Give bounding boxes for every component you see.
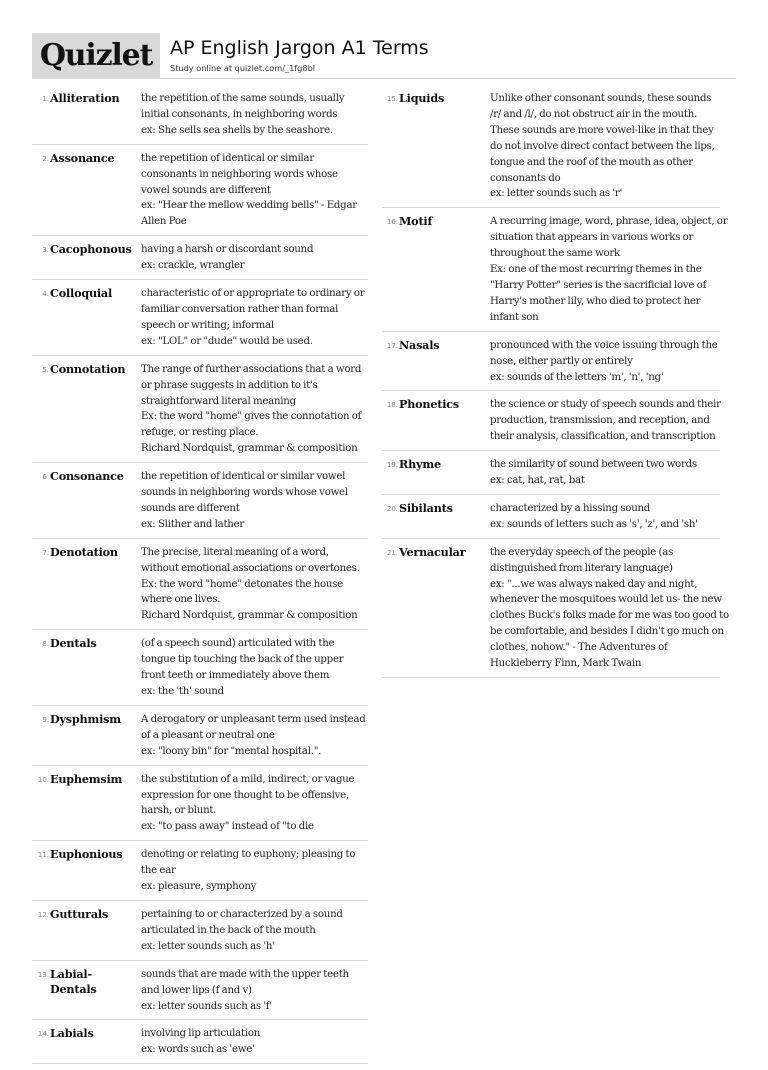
term-number: 17. — [386, 341, 398, 350]
definition-line: Unlike other consonant sounds, these sounds — [490, 93, 712, 104]
term-word: Euphemsim — [50, 771, 123, 786]
definition-line: tongue and the roof of the mouth as other — [490, 156, 693, 168]
header — [32, 33, 736, 79]
term-number: 3. — [42, 246, 49, 255]
term-number: 4. — [42, 290, 49, 299]
term-number: 15. — [386, 95, 398, 103]
definition-line: ex: letter sounds such as 'f' — [141, 1000, 272, 1012]
definition-line: sounds in neighboring words whose vowel — [141, 487, 348, 499]
term-definition — [490, 501, 720, 533]
term-definition — [141, 469, 368, 533]
term-number: 2. — [42, 154, 49, 163]
term-row — [32, 286, 368, 356]
definition-line: ex: sounds of letters such as 's', 'z', and 'sh' — [490, 518, 698, 530]
definition-line: ex: "Hear the mellow wedding bells" - Edgar — [141, 200, 357, 212]
term-definition — [490, 397, 721, 445]
term-word: Nasals — [399, 337, 440, 352]
definition-line: production, transmission, and reception, and — [490, 415, 710, 427]
term-number: 14. — [37, 1030, 49, 1039]
definition-line: initial consonants, in neighboring words — [141, 108, 338, 120]
term-row — [32, 847, 368, 901]
definition-line: ex: "to pass away" instead of "to die — [141, 821, 314, 833]
definition-line: infant son — [490, 311, 539, 323]
definition-line: whenever the mosquitoes would let us- the new — [490, 594, 722, 606]
term-word: Gutturals — [50, 906, 109, 921]
definition-line: having a harsh or discordant sound — [141, 244, 314, 256]
definition-line: characterized by a hissing sound — [490, 502, 651, 514]
term-row — [382, 501, 720, 539]
definition-line: where one lives. — [141, 594, 221, 606]
term-row — [32, 712, 368, 766]
term-row — [32, 772, 368, 842]
term-word: Dysphmism — [50, 711, 121, 726]
term-definition — [141, 1026, 368, 1058]
definition-line: ex: "...we was always naked day and night, — [490, 578, 698, 590]
definition-line: harsh, or blunt. — [141, 805, 217, 817]
definition-line: /r/ and /l/, do not obstruct air in the mouth. — [490, 108, 698, 120]
term-number: 13. — [37, 970, 49, 979]
term-definition — [490, 214, 727, 325]
definition-line: the substitution of a mild, indirect, or vague — [141, 773, 355, 785]
term-number: 20. — [386, 504, 398, 513]
term-definition — [141, 967, 368, 1015]
term-definition — [141, 636, 368, 700]
term-word: Labials — [50, 1026, 94, 1041]
definition-line: ex: "LOL" or "dude" would be used. — [141, 335, 313, 347]
term-row — [382, 338, 720, 392]
definition-line: A derogatory or unpleasant term used instead — [141, 713, 366, 725]
term-definition — [141, 151, 368, 231]
definition-line: ex: letter sounds such as 'h' — [141, 940, 275, 952]
term-row — [382, 91, 720, 208]
term-definition — [490, 457, 720, 489]
term-word: Phonetics — [399, 397, 459, 412]
term-definition — [141, 242, 368, 274]
definition-line: denoting or relating to euphony; pleasing to — [141, 849, 356, 861]
term-word: Denotation — [50, 544, 118, 559]
definition-line: The precise, literal meaning of a word, — [141, 546, 329, 558]
definition-line: throughout the same work — [490, 248, 620, 260]
definition-line: the science or study of speech sounds and their — [490, 399, 721, 411]
term-word: Cacophonous — [50, 242, 132, 257]
definition-line: pronounced with the voice issuing through the — [490, 339, 718, 351]
term-number: 16. — [386, 218, 398, 227]
term-word: Euphonious — [50, 847, 123, 862]
definition-line: tongue tip touching the back of the upper — [141, 654, 344, 666]
term-row — [32, 1026, 368, 1064]
term-word: Sibilants — [399, 500, 453, 515]
definition-line: refuge, or resting place. — [141, 427, 259, 439]
definition-line: the ear — [141, 865, 176, 877]
term-definition — [141, 847, 368, 895]
definition-line: ex: crackle, wrangler — [141, 260, 245, 272]
definition-line: or phrase suggests in addition to it's — [141, 379, 318, 391]
term-definition — [141, 91, 368, 139]
definition-line: characteristic of or appropriate to ordinary or — [141, 288, 365, 300]
definition-line: straightforward literal meaning — [141, 395, 296, 407]
definition-line: ex: Slither and lather — [141, 518, 245, 530]
definition-line: Huckleberry Finn, Mark Twain — [490, 658, 642, 670]
definition-line: sounds that are made with the upper teeth — [141, 968, 349, 980]
term-word: Vernacular — [399, 544, 466, 559]
term-row — [32, 967, 368, 1021]
definition-line: ex: letter sounds such as 'r' — [490, 188, 623, 200]
definition-line: articulated in the back of the mouth — [141, 924, 316, 936]
definition-line: The range of further associations that a word — [141, 363, 362, 375]
term-number: 7. — [42, 548, 49, 557]
definition-line: the similarity of sound between two words — [490, 459, 697, 471]
definition-line: clothes, nohow." - The Adventures of — [490, 642, 668, 654]
term-word: Labial- Dentals — [50, 966, 97, 997]
term-word: Alliteration — [50, 91, 120, 105]
term-row — [382, 457, 720, 495]
definition-line: Harry's mother lily, who died to protect her — [490, 295, 701, 307]
term-row — [32, 242, 368, 280]
header-divider — [160, 78, 736, 79]
definition-line: sounds are different — [141, 502, 240, 514]
term-word: Liquids — [399, 91, 445, 105]
definition-line: distinguished from literary language) — [490, 562, 673, 574]
definition-line: situation that appears in various works or — [490, 232, 694, 244]
term-definition — [141, 712, 368, 760]
definition-line: familiar conversation rather than formal — [141, 303, 339, 315]
quizlet-logo[interactable] — [32, 33, 160, 79]
term-row — [382, 544, 729, 678]
definition-line: speech or writing; informal — [141, 319, 274, 331]
study-online-link[interactable]: Study online at quizlet.com/_1fg8bl — [170, 63, 316, 73]
definition-line: the repetition of identical or similar — [141, 152, 314, 164]
definition-line: ex: cat, hat, rat, bat — [490, 475, 585, 487]
term-definition — [141, 907, 368, 955]
definition-line: Ex: one of the most recurring themes in the — [490, 264, 702, 276]
definition-line: Ex: the word "home" gives the connotation of — [141, 411, 362, 423]
definition-line: "Harry Potter" series is the sacrificial love of — [490, 279, 707, 291]
term-definition — [141, 772, 368, 836]
term-word: Colloquial — [50, 286, 113, 301]
definition-line: ex: pleasure, symphony — [141, 881, 257, 893]
term-number: 6. — [42, 473, 49, 482]
definition-line: consonants in neighboring words whose — [141, 168, 338, 180]
definition-line: clothes Buck's folks made for me was too good to — [490, 610, 729, 622]
term-word: Assonance — [50, 150, 115, 165]
term-number: 8. — [42, 640, 49, 649]
term-row — [32, 636, 368, 706]
definition-line: the repetition of the same sounds, usually — [141, 93, 345, 104]
term-row — [32, 91, 368, 145]
term-number: 9. — [42, 715, 49, 724]
definition-line: the everyday speech of the people (as — [490, 546, 674, 558]
definition-line: ex: "loony bin" for "mental hospital.". — [141, 745, 322, 757]
term-definition — [490, 545, 729, 672]
term-word: Motif — [399, 214, 433, 229]
term-definition — [490, 338, 720, 386]
term-word: Connotation — [50, 361, 126, 376]
term-row — [32, 151, 368, 237]
term-definition — [141, 286, 368, 350]
definition-line: (of a speech sound) articulated with the — [141, 638, 335, 650]
term-row — [382, 214, 728, 331]
term-word: Consonance — [50, 469, 124, 484]
term-definition — [141, 362, 368, 457]
definition-line: ex: She sells sea shells by the seashore. — [141, 124, 333, 136]
definition-line: their analysis, classification, and transcription — [490, 431, 716, 443]
definition-line: Richard Nordquist, grammar & composition — [141, 443, 358, 455]
term-number: 5. — [42, 365, 49, 374]
definition-line: A recurring image, word, phrase, idea, object, or — [490, 216, 728, 228]
definition-line: of a pleasant or neutral one — [141, 729, 275, 741]
left-term-column — [32, 91, 368, 1070]
definition-line: nose, either partly or entirely — [490, 355, 633, 367]
definition-line: ex: the 'th' sound — [141, 686, 224, 697]
definition-line: front teeth or immediately above them — [141, 670, 330, 682]
term-number: 1. — [42, 95, 49, 103]
definition-line: consonants do — [490, 172, 561, 184]
term-number: 12. — [37, 910, 49, 919]
term-number: 19. — [386, 461, 398, 470]
term-word: Dentals — [50, 636, 97, 651]
term-number: 18. — [386, 401, 398, 410]
definition-line: Richard Nordquist, grammar & composition — [141, 610, 358, 622]
definition-line: involving lip articulation — [141, 1028, 261, 1040]
definition-line: do not involve direct contact between the lips, — [490, 140, 715, 152]
term-row — [32, 362, 368, 463]
definition-line: the repetition of identical or similar vowel — [141, 471, 346, 483]
term-row — [32, 545, 368, 631]
definition-line: ex: words such as 'ewe' — [141, 1044, 255, 1056]
term-row — [32, 907, 368, 961]
definition-line: without emotional associations or overtones. — [141, 562, 360, 574]
right-term-column — [382, 91, 729, 684]
definition-line: Allen Poe — [141, 216, 187, 228]
term-word: Rhyme — [399, 457, 441, 472]
term-number: 10. — [37, 775, 49, 784]
term-row — [32, 469, 368, 539]
page-title: AP English Jargon A1 Terms — [170, 37, 429, 59]
term-definition — [141, 545, 368, 625]
term-number: 11. — [37, 851, 49, 860]
term-number: 21. — [386, 548, 398, 557]
definition-line: Ex: the word "home" detonates the house — [141, 578, 343, 590]
definition-line: be comfortable, and besides I didn't go much on — [490, 626, 724, 638]
definition-line: ex: sounds of the letters 'm', 'n', 'ng' — [490, 371, 664, 383]
definition-line: expression for one thought to be offensive, — [141, 789, 349, 801]
logo-text: Quizlet — [39, 38, 153, 73]
definition-line: These sounds are more vowel-like in that they — [490, 124, 714, 136]
definition-line: vowel sounds are different — [141, 184, 271, 196]
definition-line: pertaining to or characterized by a sound — [141, 908, 343, 920]
term-definition — [490, 91, 720, 202]
definition-line: and lower lips (f and v) — [141, 984, 252, 996]
term-row — [382, 397, 720, 451]
